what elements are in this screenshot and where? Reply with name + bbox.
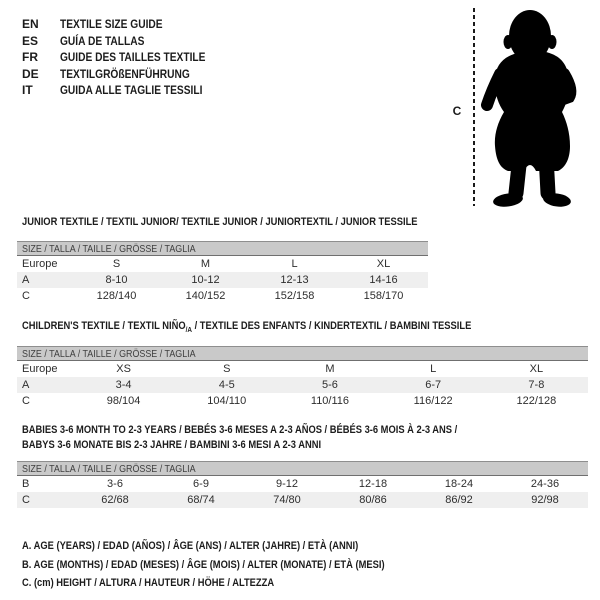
table-cell: 110/116 [310,395,350,407]
junior-table-title [22,215,487,230]
lang-row-de [22,66,231,83]
lang-code: FR [22,50,38,64]
legend-line-c-text: C. (cm) HEIGHT / ALTURA / HAUTEUR / HÖHE / ALTEZZA [22,577,275,589]
size-header-text: SIZE / TALLA / TAILLE / GRÖSSE / TAGLIA [22,243,196,255]
table-cell: 98/104 [106,395,141,407]
table-cell: XS [116,363,131,375]
lang-row-it [22,82,231,99]
table-cell: 9-12 [275,478,299,490]
table-cell: 86/92 [416,492,502,508]
table-cell: 7-8 [485,377,588,393]
babies-title-line2: BABYS 3-6 MONATE BIS 2-3 JAHRE / BAMBINI 3-6 MESI A 2-3 ANNI [22,439,322,451]
lang-title: GUIDA ALLE TAGLIE TESSILI [60,83,203,97]
table-cell: 8-10 [72,272,161,288]
row-label: Europe [22,363,58,375]
table-cell: 68/74 [158,492,244,508]
children-title-prefix: CHILDREN'S TEXTILE / TEXTIL NIÑO [22,320,186,332]
table-row [17,476,588,492]
baby-silhouette [478,4,588,209]
size-header-bar [17,461,588,476]
children-table-title-text [22,319,471,337]
table-cell: 10-12 [161,272,250,288]
table-row [17,492,588,508]
table-row [17,361,588,377]
table-cell: 12-13 [250,272,339,288]
table-cell: 128/140 [96,290,137,302]
table-cell: 24-36 [530,478,560,490]
lang-row-en [22,16,231,33]
size-header-bar [17,346,588,361]
height-measure-dashed-line [473,8,475,206]
children-size-table [17,346,588,409]
table-cell: 4-5 [175,377,278,393]
children-title-suffix: / TEXTILE DES ENFANTS / KINDERTEXTIL / BAMBINI TESSILE [191,320,472,332]
table-cell: XL [529,363,544,375]
lang-row-fr [22,49,231,66]
table-cell: 74/80 [244,492,330,508]
table-cell: 104/110 [207,395,247,407]
lang-code: IT [22,83,33,97]
row-label: A [17,272,72,288]
table-cell: XL [376,258,391,270]
table-cell: 18-24 [444,478,474,490]
table-cell: 6-7 [382,377,485,393]
row-label: A [17,377,72,393]
table-cell: 62/68 [72,492,158,508]
table-cell: 152/158 [274,290,315,302]
row-label: Europe [22,258,58,270]
table-cell: M [200,258,211,270]
babies-title-line1: BABIES 3-6 MONTH TO 2-3 YEARS / BEBÉS 3-6 MESES A 2-3 AÑOS / BÉBÉS 3-6 MOIS À 2-3 ANS / [22,424,458,436]
table-cell: 158/170 [363,290,404,302]
size-header-bar [17,241,428,256]
babies-table-title [22,423,534,453]
table-cell: 3-4 [72,377,175,393]
table-cell: 122/128 [516,395,557,407]
table-row [17,288,428,304]
table-row [17,256,428,272]
row-label: C [17,492,72,508]
size-header-text: SIZE / TALLA / TAILLE / GRÖSSE / TAGLIA [22,463,196,475]
language-header [22,16,231,99]
legend-line-c [22,574,449,593]
table-cell: S [223,363,231,375]
table-cell: 14-16 [339,272,428,288]
legend-line-a-text: A. AGE (YEARS) / EDAD (AÑOS) / ÂGE (ANS) / ALTER (JAHRE) / ETÀ (ANNI) [22,540,359,552]
table-cell: 92/98 [502,492,588,508]
lang-title: TEXTILGRÖßENFÜHRUNG [60,66,190,81]
table-cell: 140/152 [185,290,226,302]
junior-table-title-text: JUNIOR TEXTILE / TEXTIL JUNIOR/ TEXTILE JUNIOR / JUNIORTEXTIL / JUNIOR TESSILE [22,216,418,228]
size-header-text: SIZE / TALLA / TAILLE / GRÖSSE / TAGLIA [22,348,196,360]
legend [22,537,449,593]
table-row [17,377,588,393]
row-label: B [22,478,30,490]
table-cell: 12-18 [358,478,388,490]
table-row [17,393,588,409]
lang-title: TEXTILE SIZE GUIDE [60,17,163,31]
lang-title: GUÍA DE TALLAS [60,33,145,48]
table-cell: L [430,363,437,375]
table-cell: 80/86 [330,492,416,508]
lang-title: GUIDE DES TAILLES TEXTILE [60,50,206,64]
table-cell: S [112,258,121,270]
legend-line-a [22,537,449,556]
height-measure-label: C [452,104,462,118]
legend-line-b-text: B. AGE (MONTHS) / EDAD (MESES) / ÂGE (MOIS) / ALTER (MONATE) / ETÀ (MESI) [22,558,385,571]
table-cell: 116/122 [413,395,453,407]
lang-code: DE [22,66,39,81]
lang-row-es [22,33,231,50]
junior-size-table [17,241,428,304]
row-label: C [22,290,30,302]
legend-line-b [22,556,449,575]
table-row [17,272,428,288]
table-cell: M [325,363,335,375]
table-cell: L [291,258,298,270]
row-label: C [22,395,30,407]
children-table-title [22,319,551,337]
children-title-subscript: /A [185,325,192,335]
table-cell: 6-9 [193,478,209,490]
lang-code: EN [22,17,39,31]
table-cell: 5-6 [278,377,381,393]
lang-code: ES [22,33,39,48]
babies-size-table [17,461,588,508]
table-cell: 3-6 [107,478,123,490]
